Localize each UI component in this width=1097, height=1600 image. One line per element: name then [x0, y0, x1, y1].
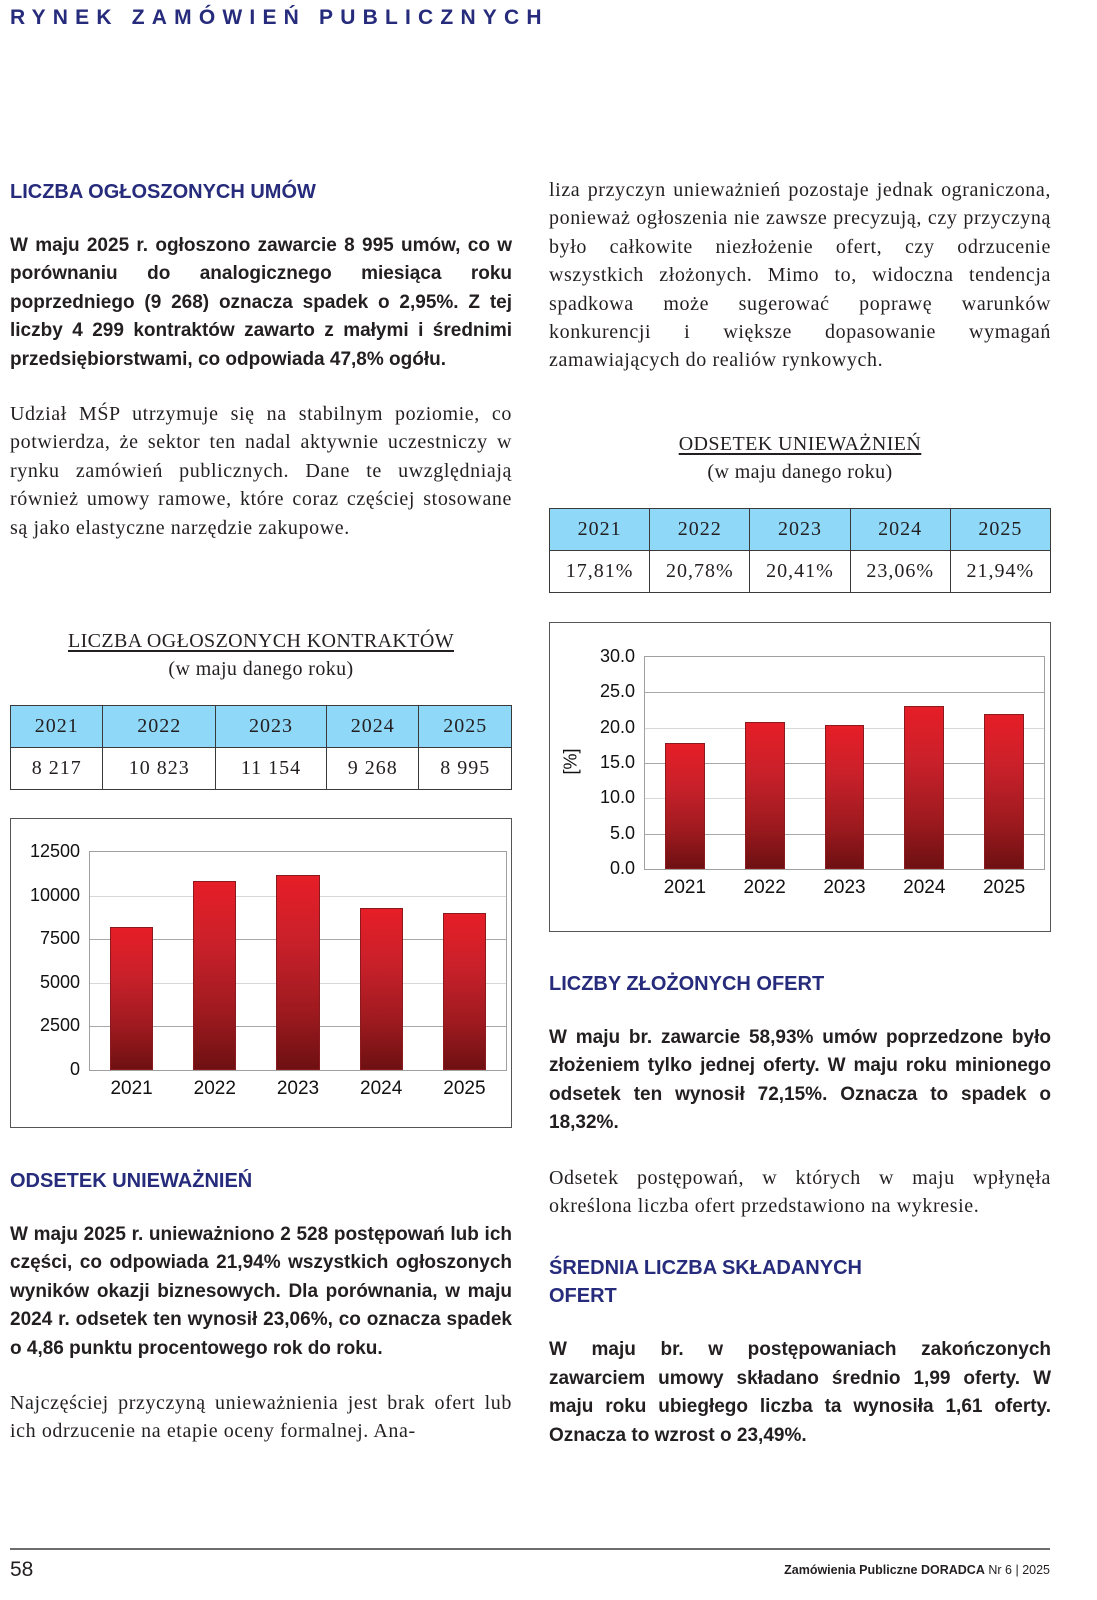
table-header-cell: 2021: [11, 706, 103, 748]
y-tick-label: 30.0: [599, 646, 635, 666]
body-continuation: liza przyczyn unieważnień pozostaje jednak ograniczona, ponieważ ogłoszenia nie zawsze precyzują, czy przyczyną było całkowite niezłożenie ofert, czy odrzucenie wszystkich złożonych. Mimo to, widoczna tendencja spadkowa może sugerować poprawę warunków konkurencji i większe dopasowanie wymagań zamawiających do realiów rynkowych.: [549, 179, 1051, 372]
y-tick-label: 20.0: [599, 716, 635, 737]
table-header-cell: 2022: [650, 509, 750, 551]
x-tick-label: 2025: [443, 1078, 486, 1099]
x-tick-label: 2021: [663, 877, 707, 898]
table-header-cell: 2025: [950, 509, 1050, 551]
bar-2021: [110, 927, 153, 1070]
table-header-cell: 2023: [215, 706, 326, 748]
y-tick-label: 12500: [29, 841, 80, 861]
issue-number: Nr 6: [988, 1563, 1012, 1577]
table-header-cell: 2021: [550, 509, 650, 551]
issue-year: 2025: [1022, 1563, 1050, 1577]
x-tick-label: 2024: [903, 877, 946, 898]
bar-2023: [276, 875, 319, 1070]
cancellation-bar-chart: [549, 622, 1051, 932]
cancellation-table-caption: [549, 430, 1051, 458]
table-cell: 20,41%: [750, 551, 850, 593]
table-cell: 8 995: [419, 748, 512, 790]
cancellation-table: [549, 508, 1051, 593]
lead-offers: W maju br. zawarcie 58,93% umów poprzedzone było złożeniem tylko jednej oferty. W maju roku minionego odsetek ten wynosił 72,15%. Oznacza to spadek o 18,32%.: [549, 1027, 1051, 1134]
contracts-table: [10, 705, 512, 790]
cancellation-table-block: [549, 430, 1051, 593]
left-column-bottom: [10, 1167, 512, 1446]
table-header-row: [11, 706, 512, 748]
y-tick-label: 10000: [29, 884, 80, 905]
y-tick-label: 7500: [39, 928, 80, 949]
x-tick-label: 2025: [982, 877, 1026, 898]
lead-contracts: W maju 2025 r. ogłoszono zawarcie 8 995 umów, co w porównaniu do analogicznego miesiąca roku poprzedniego (9 268) oznacza spadek o 2,95%. Z tej liczby 4 299 kontraktów zawarto z małymi i średnimi przedsiębiorstwami, co odpowiada 47,8% ogółu.: [10, 235, 512, 370]
y-tick-label: 0: [69, 1059, 80, 1079]
cancellation-chart-plot-area: [599, 646, 1045, 898]
table-cell: 20,78%: [650, 551, 750, 593]
table-row: [11, 748, 512, 790]
table-header-cell: 2025: [419, 706, 512, 748]
table-cell: 10 823: [103, 748, 215, 790]
y-tick-label: 15.0: [599, 752, 635, 772]
table-header-cell: 2024: [850, 509, 950, 551]
footer-rule: [10, 1548, 1050, 1550]
x-tick-label: 2022: [193, 1078, 236, 1099]
x-tick-label: 2023: [823, 877, 866, 898]
table-cell: 21,94%: [950, 551, 1050, 593]
y-axis-label: [%]: [560, 748, 581, 775]
body-contracts: Udział MŚP utrzymuje się na stabilnym poziomie, co potwierdza, że sektor ten nadal aktywnie uczestniczy w rynku zamówień publicznych. Dane te uwzględniają również umowy ramowe, które coraz częściej stosowane są jako elastyczne narzędzie zakupowe.: [10, 403, 512, 539]
table-cell: 17,81%: [550, 551, 650, 593]
contracts-chart-plot-area: [29, 841, 507, 1099]
bar-2025: [443, 913, 486, 1070]
cancellation-table-title: ODSETEK UNIEWAŻNIEŃ: [678, 433, 922, 455]
contracts-table-title: LICZBA OGŁOSZONYCH KONTRAKTÓW: [67, 630, 455, 652]
table-cell: 8 217: [11, 748, 103, 790]
x-tick-label: 2021: [110, 1078, 153, 1099]
table-cell: 11 154: [215, 748, 326, 790]
contracts-table-subcaption: (w maju danego roku): [168, 658, 354, 680]
section-title-line2: OFERT: [549, 1285, 617, 1308]
x-tick-label: 2023: [276, 1078, 320, 1099]
gridline: [645, 692, 1044, 693]
bar-2024: [904, 706, 944, 869]
y-tick-label: 2500: [39, 1015, 80, 1036]
table-header-cell: 2023: [750, 509, 850, 551]
page-number: 58: [10, 1558, 34, 1581]
body-offers: Odsetek postępowań, w których w maju wpłynęła określona liczba ofert przedstawiono na wykresie.: [549, 1166, 1051, 1218]
section-title-cancellations: ODSETEK UNIEWAŻNIEŃ: [10, 1170, 253, 1192]
table-row: [550, 551, 1051, 593]
lead-cancellations: W maju 2025 r. unieważniono 2 528 postępowań lub ich części, co odpowiada 21,94% wszystkich ogłoszonych wyników okazji biznesowych. Dla porównania, w maju 2024 r. odsetek ten wynosił 23,06%, co oznacza spadek o 4,86 punktu procentowego rok do roku.: [10, 1224, 512, 1359]
bar-2021: [665, 743, 705, 869]
section-title-offers: LICZBY ZŁOŻONYCH OFERT: [549, 973, 825, 995]
running-head: RYNEK ZAMÓWIEŃ PUBLICZNYCH: [10, 6, 549, 29]
publication-name: Zamówienia Publiczne DORADCA: [784, 1563, 985, 1577]
table-cell: 9 268: [327, 748, 419, 790]
bar-2025: [984, 714, 1024, 869]
table-header-cell: 2024: [327, 706, 419, 748]
y-tick-label: 0.0: [609, 858, 635, 878]
table-cell: 23,06%: [850, 551, 950, 593]
right-column-top: [549, 176, 1051, 375]
y-tick-label: 5.0: [609, 822, 635, 843]
y-tick-label: 25.0: [599, 681, 635, 702]
contracts-bar-chart: [10, 818, 512, 1128]
contracts-table-block: [10, 627, 512, 790]
x-tick-label: 2022: [743, 877, 786, 898]
bar-2022: [193, 881, 236, 1070]
bar-2024: [360, 908, 403, 1070]
table-header-row: [550, 509, 1051, 551]
right-column-bottom: [549, 970, 1051, 1450]
footer-separator: |: [1015, 1563, 1019, 1577]
bar-2023: [825, 725, 865, 869]
section-title-contracts: LICZBA OGŁOSZONYCH UMÓW: [10, 181, 316, 203]
y-tick-label: 10.0: [599, 787, 635, 808]
bar-2022: [745, 722, 785, 869]
footer-publication: [784, 1563, 1050, 1577]
contracts-table-caption: [10, 627, 512, 655]
cancellation-table-subcaption: (w maju danego roku): [707, 461, 893, 483]
x-tick-label: 2024: [360, 1078, 403, 1099]
lead-average-offers: W maju br. w postępowaniach zakończonych zawarciem umowy składano średnio 1,99 oferty. W maju roku ubiegłego liczba ta wynosiła 1,61 oferty. Oznacza to wzrost o 23,49%.: [549, 1339, 1051, 1446]
section-title-line1: ŚREDNIA LICZBA SKŁADANYCH: [549, 1257, 862, 1280]
left-column-top: [10, 178, 512, 542]
table-header-cell: 2022: [103, 706, 215, 748]
y-tick-label: 5000: [39, 971, 80, 992]
section-title-average-offers: [549, 1254, 1051, 1310]
body-cancellations: Najczęściej przyczyną unieważnienia jest brak ofert lub ich odrzucenie na etapie oceny formalnej. Ana-: [10, 1392, 512, 1443]
